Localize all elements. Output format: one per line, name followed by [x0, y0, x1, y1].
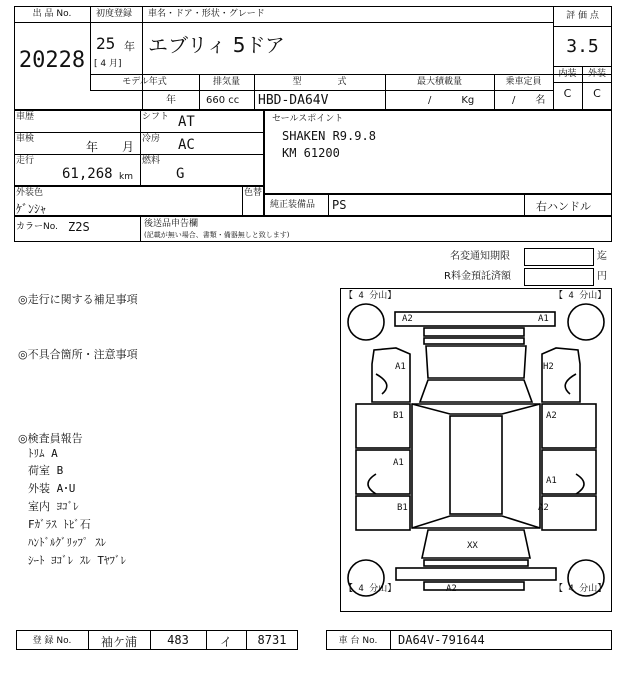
inspector-line: ｼｰﾄ ﾖｺﾞﾚ ｽﾚ Tﾔﾌﾞﾚ — [28, 554, 126, 567]
score-label: 評 価 点 — [566, 11, 599, 21]
displacement: 660 cc — [206, 95, 240, 106]
docs-note: (記載が無い場合、書類・備器無しと致します) — [144, 231, 290, 239]
right-rear-quarter — [542, 496, 596, 530]
recycle-field[interactable] — [524, 268, 594, 286]
driving-notes-label: ◎走行に関する補足事項 — [18, 293, 138, 306]
damage-mark: A2 — [402, 314, 413, 324]
sales-point-1: SHAKEN R9.9.8 — [282, 129, 376, 143]
defects-label: ◎不具合箇所・注意事項 — [18, 348, 138, 361]
shift: AT — [178, 114, 195, 130]
genuine-label: 純正装備品 — [270, 200, 316, 210]
inspector-line: ﾊﾝﾄﾞﾙｸﾞﾘｯﾌﾟ ｽﾚ — [28, 536, 107, 549]
ac: AC — [178, 137, 195, 153]
max-load: / Kg — [428, 95, 475, 106]
inspector-line: ﾄﾘﾑ A — [28, 447, 58, 460]
color-change-label: 色替 — [244, 188, 263, 198]
name-change-label: 名変通知期限 — [450, 251, 510, 262]
inspector-line: Fｶﾞﾗｽ ﾄﾋﾞ石 — [28, 518, 91, 531]
damage-mark: A2 — [538, 503, 549, 513]
reg-kana: イ — [219, 635, 232, 649]
name-change-unit: 迄 — [597, 251, 607, 262]
exterior-grade: C — [593, 87, 601, 100]
handle-position: 右ハンドル — [536, 200, 591, 213]
damage-mark: A1 — [538, 314, 549, 324]
left-rear-quarter — [356, 496, 410, 530]
interior-label: 内装 — [558, 69, 577, 79]
car-name: エブリィ 5ドア — [148, 33, 285, 57]
type-label: 型 式 — [292, 77, 347, 87]
tire-front-right — [568, 304, 604, 340]
history-label: 車歴 — [16, 112, 35, 122]
exterior-color-label: 外装色 — [16, 188, 44, 198]
mileage-unit: km — [119, 172, 133, 182]
damage-mark: A1 — [393, 458, 404, 468]
damage-mark: H2 — [543, 362, 554, 372]
reg-area: 袖ケ浦 — [100, 635, 137, 649]
displacement-label: 排気量 — [212, 77, 240, 87]
inspection-date: 年 月 — [86, 140, 135, 154]
inspector-line: 室内 ﾖｺﾞﾚ — [28, 500, 79, 513]
specs-frame — [14, 110, 264, 186]
recycle-label: R料金預託済額 — [444, 271, 511, 282]
tire-front-left — [348, 304, 384, 340]
interior-grade: C — [563, 87, 572, 100]
reg-class: 483 — [167, 633, 189, 647]
car-name-label: 車名・ドア・形状・グレード — [148, 9, 265, 19]
rear-bumper — [424, 560, 528, 566]
chassis-label: 車 台 No. — [338, 636, 378, 646]
left-rear-door — [356, 450, 410, 494]
genuine-equipment: PS — [332, 198, 347, 212]
damage-mark: A1 — [395, 362, 406, 372]
damage-mark: B1 — [393, 411, 404, 421]
exterior-label: 外装 — [587, 69, 606, 79]
mileage-label: 走行 — [16, 156, 35, 166]
model-year-unit: 年 — [166, 95, 176, 106]
car-diagram — [340, 288, 612, 612]
tire-front-right-depth: 【 4 分山】 — [554, 291, 607, 301]
score: 3.5 — [566, 36, 599, 57]
front-bumper — [395, 312, 555, 326]
sales-point-2: KM 61200 — [282, 146, 340, 160]
fuel-label: 燃料 — [142, 156, 161, 166]
shift-label: シフト — [142, 112, 170, 122]
lot-no-label: 出 品 No. — [32, 9, 72, 19]
first-reg-month: [ 4 月] — [94, 59, 122, 69]
inspector-label: ◎検査員報告 — [18, 432, 83, 445]
inspector-line: 荷室 B — [28, 464, 64, 477]
capacity: / 名 — [512, 95, 546, 106]
inspection-label: 車検 — [16, 134, 35, 144]
name-change-field[interactable] — [524, 248, 594, 266]
tire-rear-right-depth: 【 4 分山】 — [554, 584, 607, 594]
model-year-label: モデル年式 — [122, 77, 167, 87]
sales-point-label: セールスポイント — [272, 114, 344, 124]
damage-mark: XX — [467, 541, 478, 551]
color-no: Z2S — [68, 220, 90, 234]
capacity-label: 乗車定員 — [505, 77, 542, 87]
fuel: G — [176, 166, 185, 182]
color-no-label: カラーNo. — [16, 222, 58, 232]
recycle-unit: 円 — [597, 271, 607, 282]
max-load-label: 最大積載量 — [416, 77, 462, 87]
tire-front-left-depth: 【 4 分山】 — [344, 291, 397, 301]
roof — [412, 404, 540, 528]
year-unit: 年 — [124, 40, 135, 53]
tire-rear-left-depth: 【 4 分山】 — [344, 584, 397, 594]
damage-mark: A2 — [546, 411, 557, 421]
right-rear-door — [542, 450, 596, 494]
first-reg-year: 25 — [96, 34, 116, 53]
lot-no: 20228 — [18, 48, 86, 73]
exterior-color: ｹﾞﾝｼｬ — [16, 202, 47, 216]
hood — [426, 346, 526, 378]
chassis-no: DA64V-791644 — [398, 633, 485, 647]
damage-mark: A2 — [446, 584, 457, 594]
damage-mark: B1 — [397, 503, 408, 513]
reg-label: 登 録 No. — [32, 636, 72, 646]
inspector-line: 外装 A･U — [28, 482, 76, 495]
color-frame — [14, 186, 264, 216]
docs-label: 後送品申告欄 — [144, 219, 199, 229]
first-reg-label: 初度登録 — [96, 9, 133, 19]
model-type: HBD-DA64V — [258, 93, 329, 108]
ac-label: 冷房 — [142, 134, 161, 144]
damage-mark: A1 — [546, 476, 557, 486]
color-no-frame — [14, 216, 612, 242]
mileage: 61,268 — [62, 166, 113, 182]
windshield — [420, 380, 532, 402]
reg-number: 8731 — [257, 633, 287, 647]
